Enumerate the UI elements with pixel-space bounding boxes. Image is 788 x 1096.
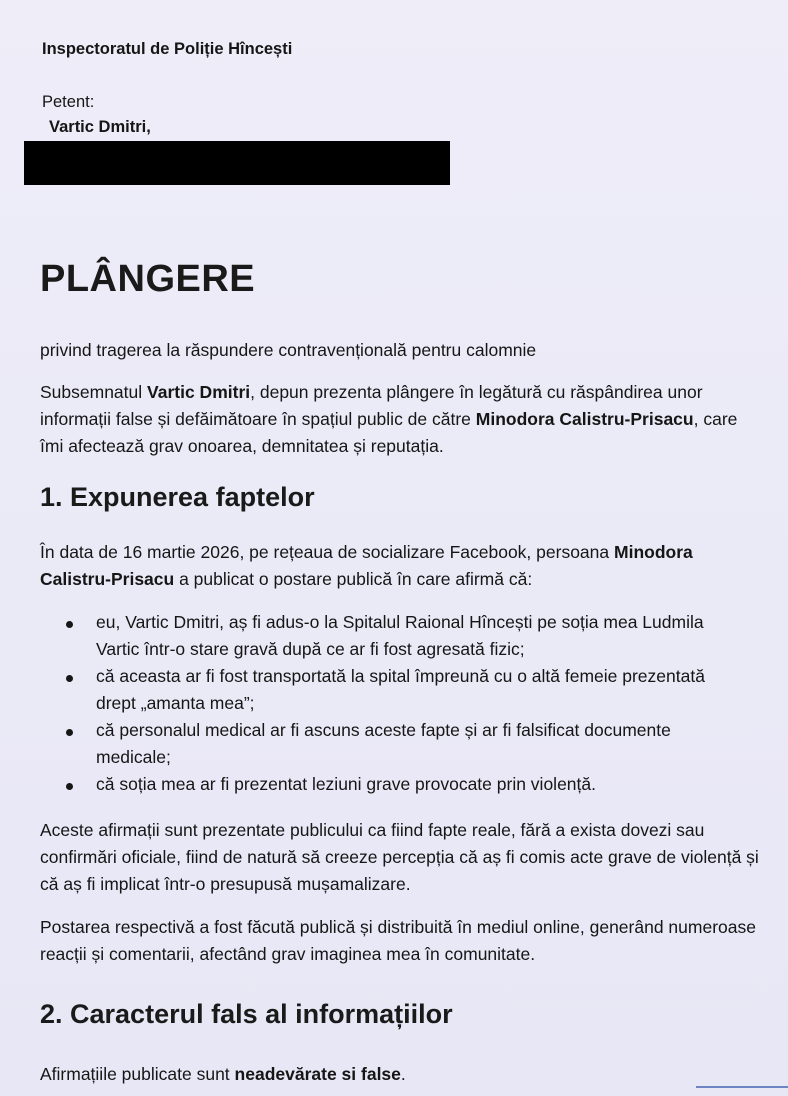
section-1-heading: 1. Expunerea faptelor	[40, 482, 315, 512]
false-info-text-1: Afirmațiile publicate sunt	[40, 1064, 235, 1084]
list-item	[58, 663, 748, 717]
false-info-paragraph	[40, 1061, 760, 1088]
facts-paragraph	[40, 539, 760, 593]
list-item-text: că personalul medical ar fi ascuns aceste fapte și ar fi falsificat documente medicale;	[96, 720, 671, 767]
false-info-bold: neadevărate si false	[234, 1064, 401, 1084]
list-item-text: că soția mea ar fi prezentat leziuni grave provocate prin violență.	[96, 774, 596, 794]
list-item	[58, 771, 748, 798]
intro-name-bold: Vartic Dmitri	[147, 382, 251, 402]
subtitle-paragraph: privind tragerea la răspundere contravențională pentru calomnie	[40, 340, 537, 360]
affirmations-paragraph: Aceste afirmații sunt prezentate publicului ca fiind fapte reale, fără a exista dovezi sau confirmări oficiale, fiind de natură să creeze percepția că aș fi comis acte grave de violență și că aș fi implicat într-o presupusă mușamalizare.	[40, 820, 759, 894]
recipient-line: Inspectoratul de Poliție Hîncești	[42, 40, 293, 58]
facts-text-2: a publicat o postare publică în care afirmă că:	[174, 569, 533, 589]
intro-accused-bold: Minodora Calistru-Prisacu	[475, 409, 694, 429]
list-item	[58, 717, 748, 771]
redaction-bar	[24, 141, 450, 185]
facts-accused-bold: Minodora Calistru-Prisacu	[40, 542, 693, 589]
intro-text-2: , depun prezenta plângere în legătură cu răspândirea unor informații false și defăimătoare în spațiul public de către	[40, 382, 703, 429]
bullet-icon	[66, 675, 73, 682]
intro-paragraph	[40, 379, 760, 460]
section-2-heading: 2. Caracterul fals al informațiilor	[40, 999, 453, 1029]
list-item-text: că aceasta ar fi fost transportată la spital împreună cu o altă femeie prezentată drept „amanta mea”;	[96, 666, 705, 713]
document-title: PLÂNGERE	[40, 258, 256, 300]
bullet-icon	[66, 729, 73, 736]
intro-text-3: , care îmi afectează grav onoarea, demnitatea și reputația.	[40, 409, 738, 456]
intro-text-1: Subsemnatul	[40, 382, 148, 402]
list-item	[58, 609, 748, 663]
facts-text-1: În data de 16 martie 2026, pe rețeaua de socializare Facebook, persoana	[40, 542, 614, 562]
facts-bullet-list	[58, 609, 748, 798]
petent-name: Vartic Dmitri,	[49, 118, 151, 136]
false-info-text-2: .	[400, 1064, 406, 1084]
bullet-icon	[66, 621, 73, 628]
post-paragraph: Postarea respectivă a fost făcută publică și distribuită în mediul online, generând numeroase reacții și comentarii, afectând grav imaginea mea în comunitate.	[40, 917, 756, 964]
bullet-icon	[66, 783, 73, 790]
page-edge-mark	[696, 1086, 788, 1088]
petent-label: Petent:	[42, 93, 95, 111]
list-item-text: eu, Vartic Dmitri, aș fi adus-o la Spitalul Raional Hîncești pe soția mea Ludmila Vartic într-o stare gravă după ce ar fi fost agresată fizic;	[96, 612, 704, 659]
